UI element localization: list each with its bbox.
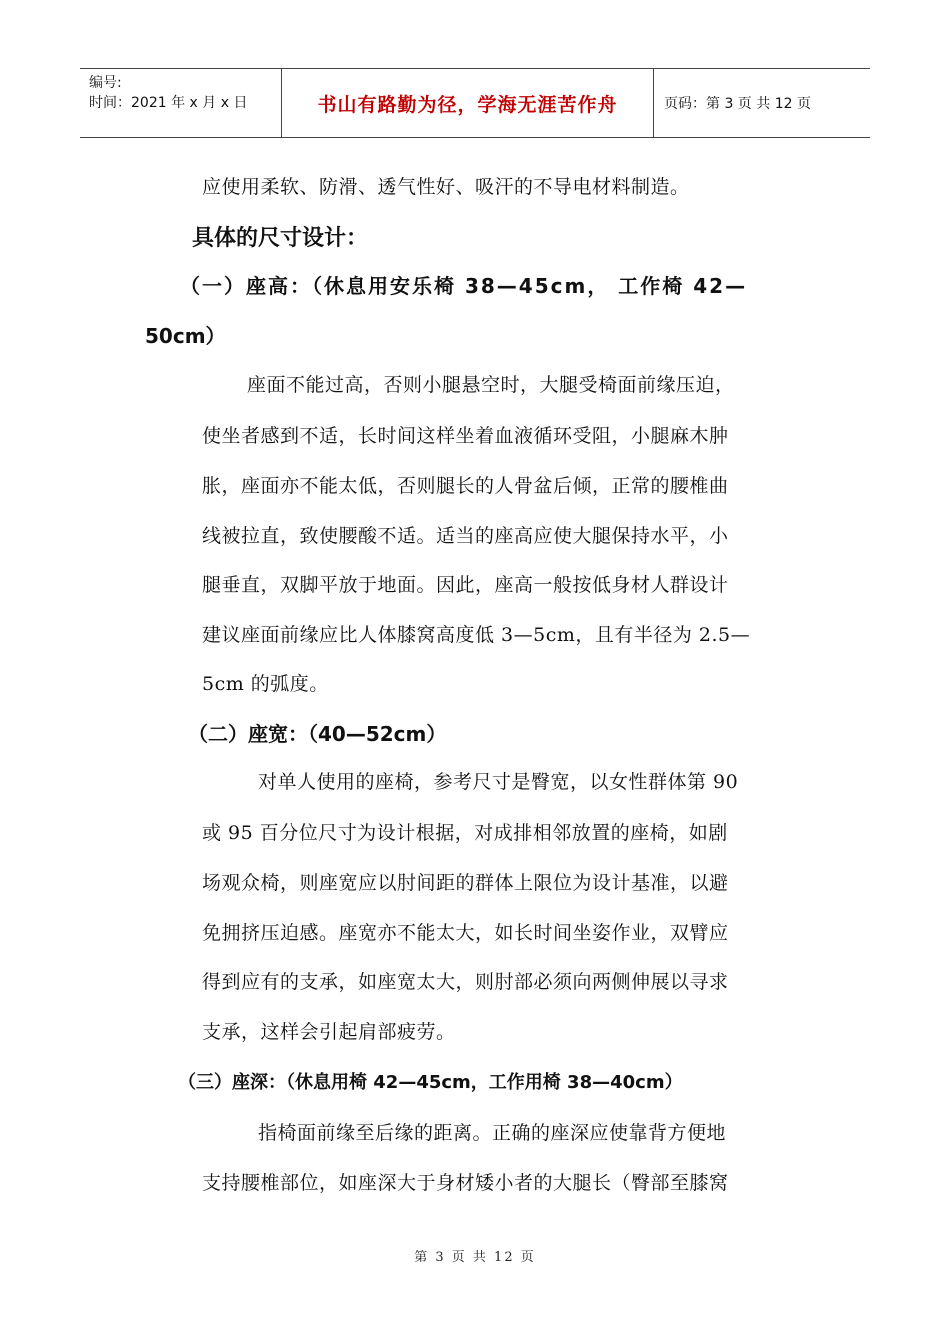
subsection-heading-seat-width: （二）座宽：（40—52cm） xyxy=(188,722,447,746)
paragraph-line: 腿垂直，双脚平放于地面。因此，座高一般按低身材人群设计 xyxy=(202,574,729,596)
document-header xyxy=(80,68,870,138)
paragraph-line: 座面不能过高，否则小腿悬空时，大腿受椅面前缘压迫， xyxy=(247,374,735,396)
subsection-heading-seat-height-cont: 50cm） xyxy=(145,324,226,348)
paragraph-line: 支承，这样会引起肩部疲劳。 xyxy=(202,1021,456,1043)
header-meta xyxy=(80,69,282,137)
page-footer: 第 3 页 共 12 页 xyxy=(414,1250,536,1265)
paragraph-line: 免拥挤压迫感。座宽亦不能太大，如长时间坐姿作业，双臂应 xyxy=(202,922,729,944)
paragraph-line: 使坐者感到不适，长时间这样坐着血液循环受阻，小腿麻木肿 xyxy=(202,425,729,447)
header-motto-cell xyxy=(282,69,654,137)
subsection-heading-seat-height: （一）座高：（休息用安乐椅 38—45cm， 工作椅 42— xyxy=(180,274,748,298)
paragraph-line: 场观众椅，则座宽应以肘间距的群体上限位为设计基准，以避 xyxy=(202,872,729,894)
body-line: 应使用柔软、防滑、透气性好、吸汗的不导电材料制造。 xyxy=(202,176,690,198)
paragraph-line: 得到应有的支承，如座宽太大，则肘部必须向两侧伸展以寻求 xyxy=(202,971,729,993)
section-heading: 具体的尺寸设计： xyxy=(192,226,369,251)
paragraph-line: 对单人使用的座椅，参考尺寸是臀宽，以女性群体第 90 xyxy=(258,771,739,793)
paragraph-line: 建议座面前缘应比人体膝窝高度低 3—5cm，且有半径为 2.5— xyxy=(202,624,751,646)
header-page-info-cell xyxy=(654,69,870,137)
paragraph-line: 线被拉直，致使腰酸不适。适当的座高应使大腿保持水平，小 xyxy=(202,525,729,547)
document-number-label: 编号: xyxy=(89,75,122,91)
paragraph-line: 胀，座面亦不能太低，否则腿长的人骨盆后倾，正常的腰椎曲 xyxy=(202,475,729,497)
paragraph-line: 或 95 百分位尺寸为设计根据，对成排相邻放置的座椅，如剧 xyxy=(202,822,728,844)
paragraph-line: 5cm 的弧度。 xyxy=(202,673,329,695)
paragraph-line: 指椅面前缘至后缘的距离。正确的座深应使靠背方便地 xyxy=(258,1122,727,1144)
header-motto: 书山有路勤为径，学海无涯苦作舟 xyxy=(317,93,618,116)
header-page-info: 页码：第 3 页 共 12 页 xyxy=(664,96,811,112)
subsection-heading-seat-depth: （三）座深：（休息用椅 42—45cm，工作用椅 38—40cm） xyxy=(178,1072,683,1093)
paragraph-line: 支持腰椎部位，如座深大于身材矮小者的大腿长（臀部至膝窝 xyxy=(202,1172,729,1194)
document-date: 时间：2021 年 x 月 x 日 xyxy=(89,95,248,111)
